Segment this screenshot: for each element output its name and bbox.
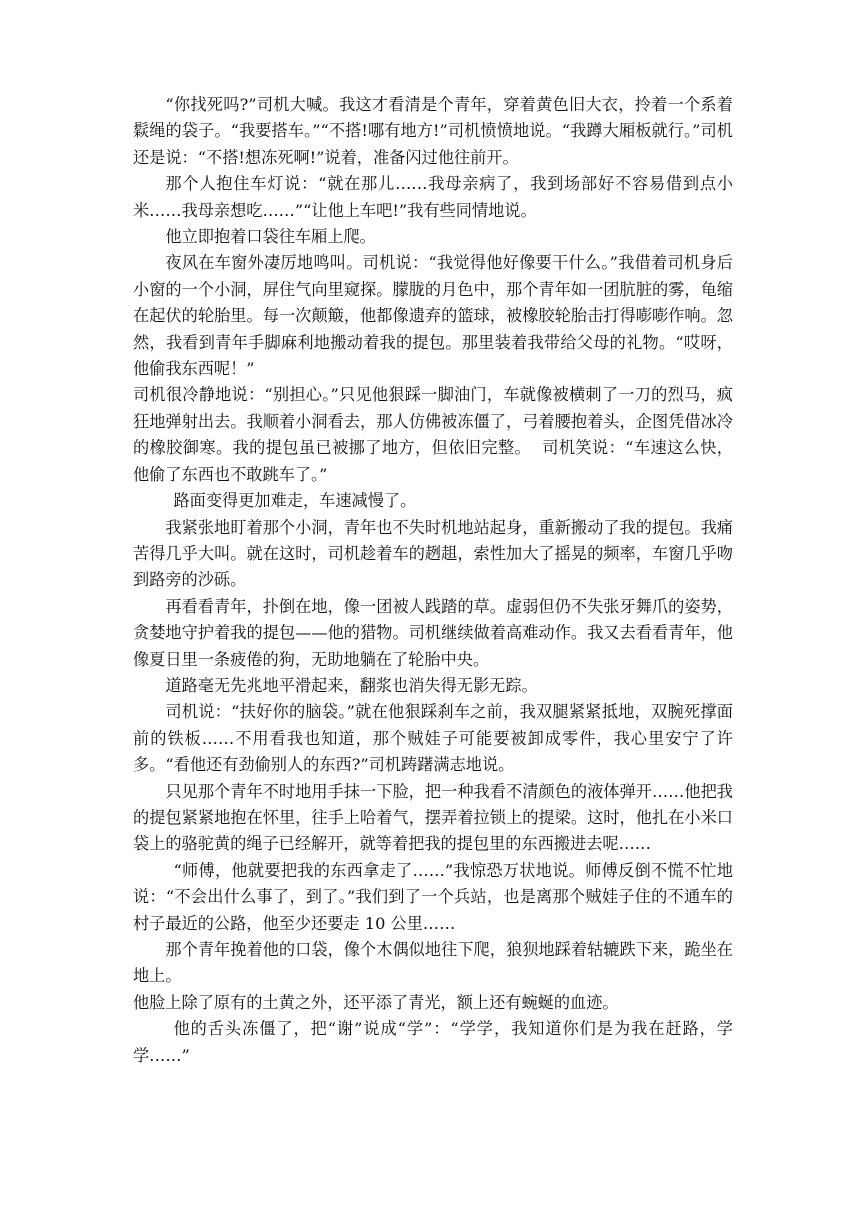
paragraph-4: 夜风在车窗外凄厉地鸣叫。司机说：“我觉得他好像要干什么。”我借着司机身后小窗的一个小洞，屏住气向里窥探。朦胧的月色中，那个青年如一团肮脏的雾，龟缩在起伏的轮胎里。每一次颠簸，他都像遗弃的篮球，被橡胶轮胎击打得嘭嘭作响。忽然，我看到青年手脚麻利地搬动着我的提包。那里装着我带给父母的礼物。“哎呀，他偷我东西呢！” [133,253,733,379]
paragraph-8: 再看看青年，扑倒在地，像一团被人践踏的草。虚弱但仍不失张牙舞爪的姿势，贪婪地守护着我的提包——他的猎物。司机继续做着高难动作。我又去看看青年，他像夏日里一条疲倦的狗，无助地躺在了轮胎中央。 [133,596,733,669]
paragraph-11: 只见那个青年不时地用手抹一下脸，把一种我看不清颜色的液体弹开……他把我的提包紧紧地抱在怀里，往手上哈着气，摆弄着拉锁上的提梁。这时，他扎在小米口袋上的骆驼黄的绳子已经解开，就等着把我的提包里的东西搬进去呢…… [133,781,733,854]
paragraph-15: 他的舌头冻僵了，把“谢”说成“学”：“学学，我知道你们是为我在赶路，学学……” [133,1019,733,1065]
paragraph-7: 我紧张地盯着那个小洞，青年也不失时机地站起身，重新搬动了我的提包。我痛苦得几乎大叫。就在这时，司机趁着车的趔趄，索性加大了摇晃的频率，车窗几乎吻到路旁的沙砾。 [133,517,733,590]
paragraph-13: 那个青年挽着他的口袋，像个木偶似地往下爬，狼狈地踩着轱辘跌下来，跪坐在地上。 [133,940,733,986]
paragraph-14: 他脸上除了原有的土黄之外，还平添了青光，额上还有蜿蜒的血迹。 [133,992,619,1012]
paragraph-2: 那个人抱住车灯说：“就在那儿……我母亲病了，我到场部好不容易借到点小米……我母亲想吃……”“让他上车吧!”我有些同情地说。 [133,174,733,220]
paragraph-12: “师傅，他就要把我的东西拿走了……”我惊恐万状地说。师傅反倒不慌不忙地说：“不会出什么事了，到了。”我们到了一个兵站，也是离那个贼娃子住的不通车的村子最近的公路，他至少还要走 10 公里…… [133,860,733,933]
document-body [133,92,733,1069]
paragraph-1: “你找死吗?”司机大喊。我这才看清是个青年，穿着黄色旧大衣，拎着一个系着鬏绳的袋子。“我要搭车。”“不搭!哪有地方!”司机愤愤地说。“我蹲大厢板就行。”司机还是说：“不搭!想冻死啊!”说着，准备闪过他往前开。 [133,95,733,167]
paragraph-10: 司机说：“扶好你的脑袋。”就在他狠踩刹车之前，我双腿紧紧抵地，双腕死撑面前的铁板……不用看我也知道，那个贼娃子可能要被卸成零件，我心里安宁了许多。“看他还有劲偷别人的东西?”司机踌躇满志地说。 [133,702,733,775]
paragraph-6: 路面变得更加难走，车速减慢了。 [173,491,417,511]
paragraph-9: 道路毫无先兆地平滑起来，翻浆也消失得无影无踪。 [165,675,538,695]
paragraph-5: 司机很冷静地说：“别担心。”只见他狠踩一脚油门，车就像被横刺了一刀的烈马，疯狂地弹射出去。我顺着小洞看去，那人仿佛被冻僵了，弓着腰抱着头，企图凭借冰冷的橡胶御寒。我的提包虽已被挪了地方，但依旧完整。 司机笑说：“车速这么快，他偷了东西也不敢跳车了。” [133,385,733,484]
paragraph-3: 他立即抱着口袋往车厢上爬。 [165,227,376,247]
